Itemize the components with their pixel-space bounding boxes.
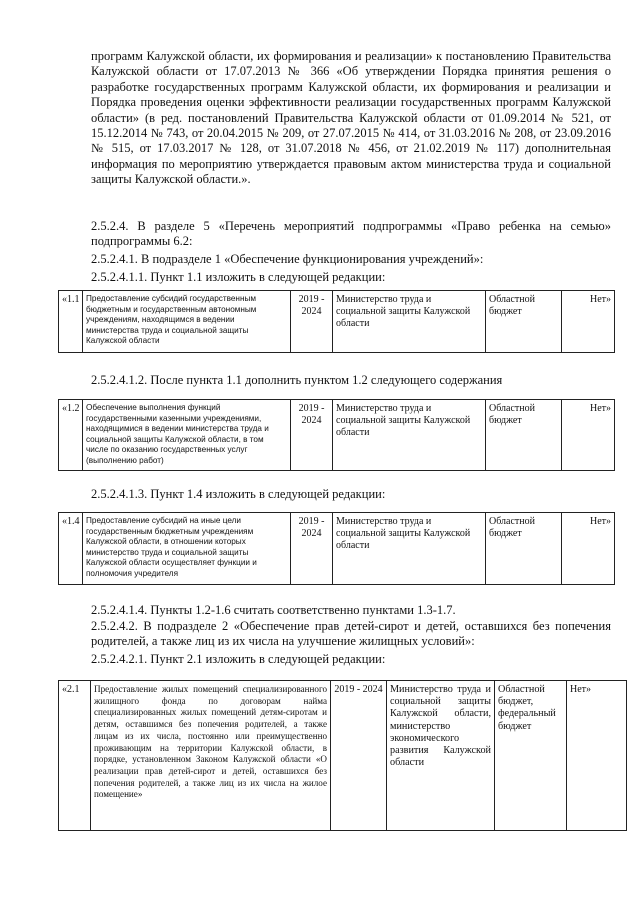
row-number: «1.2 — [59, 400, 83, 471]
paragraph-2-5-2-4-1-2: 2.5.2.4.1.2. После пункта 1.1 дополнить пунктом 1.2 следующего содержания — [91, 373, 503, 387]
row-organization: Министерство труда и социальной защиты Калужской области — [333, 513, 486, 585]
row-extra: Нет» — [562, 513, 615, 585]
row-budget: Областной бюджет — [486, 513, 562, 585]
row-budget: Областной бюджет, федеральный бюджет — [495, 681, 567, 831]
table-row — [58, 399, 615, 471]
paragraph-2-5-2-4-2-1: 2.5.2.4.2.1. Пункт 2.1 изложить в следующей редакции: — [91, 652, 386, 666]
paragraph-2-5-2-4-1: 2.5.2.4.1. В подразделе 1 «Обеспечение функционирования учреждений»: — [91, 252, 484, 266]
table-row — [58, 680, 627, 831]
row-organization: Министерство труда и социальной защиты Калужской области — [333, 291, 486, 353]
paragraph-2-5-2-4-2: 2.5.2.4.2. В подразделе 2 «Обеспечение прав детей-сирот и детей, оставшихся без попечения родителей, а также лиц из их числа на улучшение жилищных условий»: — [91, 619, 611, 649]
row-description: Предоставление субсидий на иные цели государственным бюджетным учреждениям Калужской области, в отношении которых министерство труда и социальной защиты Калужской области осуществляет функции и полномочия учредителя — [83, 513, 291, 585]
paragraph-2-5-2-4-1-3: 2.5.2.4.1.3. Пункт 1.4 изложить в следующей редакции: — [91, 487, 386, 501]
paragraph-2-5-2-4: 2.5.2.4. В разделе 5 «Перечень мероприятий подпрограммы «Право ребенка на семью» подпрограммы 6.2: — [91, 219, 611, 249]
row-period: 2019 - 2024 — [291, 291, 333, 353]
row-extra: Нет» — [567, 681, 627, 831]
row-organization: Министерство труда и социальной защиты Калужской области, министерство экономического развития Калужской области — [387, 681, 495, 831]
row-extra: Нет» — [562, 400, 615, 471]
row-budget: Областной бюджет — [486, 291, 562, 353]
row-description: Предоставление жилых помещений специализированного жилищного фонда по договорам найма специализированных жилых помещений детям-сиротам и детям, оставшимся без попечения родителей, а также лицам из их числа, постоянно или преимущественно проживающим на территории Калужской области, в порядке, установленном Законом Калужской области «О реализации прав детей-сирот и детей, оставшихся без попечения родителей, а также лиц из их числа на жилое помещение» — [91, 681, 331, 831]
row-period: 2019 - 2024 — [331, 681, 387, 831]
row-number: «1.1 — [59, 291, 83, 353]
row-description: Предоставление субсидий государственным бюджетным и государственным автономным учреждениям, находящимся в ведении министерства труда и социальной защиты Калужской области — [83, 291, 291, 353]
table-row — [58, 512, 615, 585]
row-organization: Министерство труда и социальной защиты Калужской области — [333, 400, 486, 471]
row-number: «2.1 — [59, 681, 91, 831]
table-row — [58, 290, 615, 353]
paragraph-2-5-2-4-1-4: 2.5.2.4.1.4. Пункты 1.2-1.6 считать соответственно пунктами 1.3-1.7. — [91, 603, 456, 617]
row-extra: Нет» — [562, 291, 615, 353]
row-budget: Областной бюджет — [486, 400, 562, 471]
row-number: «1.4 — [59, 513, 83, 585]
row-period: 2019 - 2024 — [291, 513, 333, 585]
paragraph-2-5-2-4-1-1: 2.5.2.4.1.1. Пункт 1.1 изложить в следующей редакции: — [91, 270, 386, 284]
row-period: 2019 - 2024 — [291, 400, 333, 471]
intro-paragraph: программ Калужской области, их формирования и реализации» к постановлению Правительства Калужской области от 17.07.2013 № 366 «Об утверждении Порядка принятия решения о разработке государственных программ Калужской области, их формирования и реализации и Порядка проведения оценки эффективности реализации государственных программ Калужской области» (в ред. постановлений Правительства Калужской области от 01.09.2014 № 521, от 15.12.2014 № 743, от 20.04.2015 № 209, от 27.07.2015 № 414, от 31.03.2016 № 208, от 23.09.2016 № 515, от 17.03.2017 № 128, от 31.07.2018 № 456, от 21.02.2019 № 117) дополнительная информация по мероприятию утверждается правовым актом министерства труда и социальной защиты Калужской области.». — [91, 49, 611, 187]
row-description: Обеспечение выполнения функций государственными казенными учреждениями, находящимися в ведении министерства труда и социальной защиты Калужской области, в том числе по оказанию государственных услуг (выполнению работ) — [83, 400, 291, 471]
